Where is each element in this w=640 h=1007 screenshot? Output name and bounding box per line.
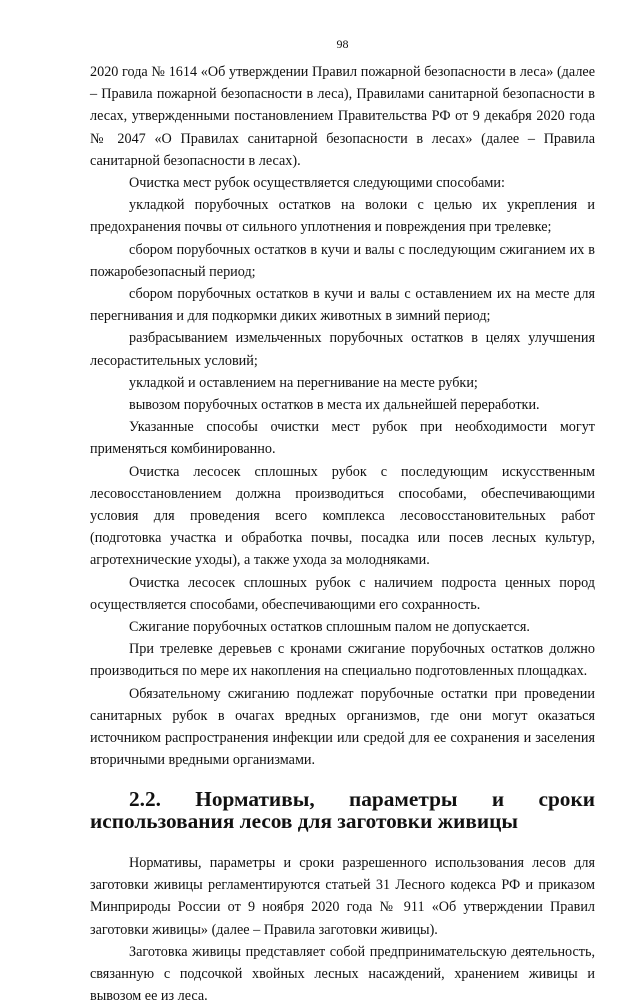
list-item: укладкой порубочных остатков на волоки с целью их укрепления и предохранения почвы от сильного уплотнения и повреждения при трелевке;: [90, 197, 595, 236]
paragraph: При трелевке деревьев с кронами сжигание порубочных остатков должно производиться по мере их накопления на специально подготовленных площадках.: [90, 641, 595, 680]
paragraph: Нормативы, параметры и сроки разрешенного использования лесов для заготовки живицы регламентируются статьей 31 Лесного кодекса РФ и приказом Минприроды России от 9 ноября 2020 года № 911 «Об утверждении Правил заготовки живицы» (далее – Правила заготовки живицы).: [90, 854, 595, 938]
page-number: 98: [336, 37, 349, 51]
list-item: укладкой и оставлением на перегнивание на месте рубки;: [129, 374, 478, 391]
section-heading: 2.2. Нормативы, параметры и сроки использования лесов для заготовки живицы: [90, 786, 595, 833]
paragraph-continuation: 2020 года № 1614 «Об утверждении Правил пожарной безопасности в леса» (далее – Правила пожарной безопасности в леса), Правилами санитарной безопасности в лесах, утвержденными постановлением Правительства РФ от 9 декабря 2020 года № 2047 «О Правилах санитарной безопасности в лесах» (далее – Правила санитарной безопасности в лесах).: [90, 64, 595, 169]
paragraph: Очистка мест рубок осуществляется следующими способами:: [129, 175, 505, 192]
paragraph: Сжигание порубочных остатков сплошным палом не допускается.: [129, 619, 530, 636]
document-body: [90, 61, 595, 1007]
list-item: разбрасыванием измельченных порубочных остатков в целях улучшения лесорастительных условий;: [90, 330, 595, 369]
paragraph: Заготовка живицы представляет собой предпринимательскую деятельность, связанную с подсочкой хвойных лесных насаждений, хранением живицы и вывозом ее из леса.: [90, 943, 595, 1005]
paragraph: Очистка лесосек сплошных рубок с наличием подроста ценных пород осуществляется способами, обеспечивающими его сохранность.: [90, 574, 595, 613]
paragraph: Очистка лесосек сплошных рубок с последующим искусственным лесовосстановлением должна производиться способами, обеспечивающими условия для проведения всего комплекса лесовосстановительных работ (подготовка участка и обработка почвы, посадка или посев лесных культур, агротехнические уходы), а также ухода за молодняками.: [90, 463, 595, 569]
list-item: вывозом порубочных остатков в места их дальнейшей переработки.: [129, 397, 540, 414]
list-item: сбором порубочных остатков в кучи и валы с последующим сжиганием их в пожаробезопасный период;: [90, 241, 595, 280]
list-item: сбором порубочных остатков в кучи и валы с оставлением их на месте для перегнивания и для подкормки диких животных в зимний период;: [90, 286, 595, 325]
paragraph: Обязательному сжиганию подлежат порубочные остатки при проведении санитарных рубок в очагах вредных организмов, где они могут оказаться источником распространения инфекции или средой для ее сохранения и заселения вторичными вредными организмами.: [90, 685, 595, 769]
paragraph: Указанные способы очистки мест рубок при необходимости могут применяться комбинированно.: [90, 419, 595, 458]
